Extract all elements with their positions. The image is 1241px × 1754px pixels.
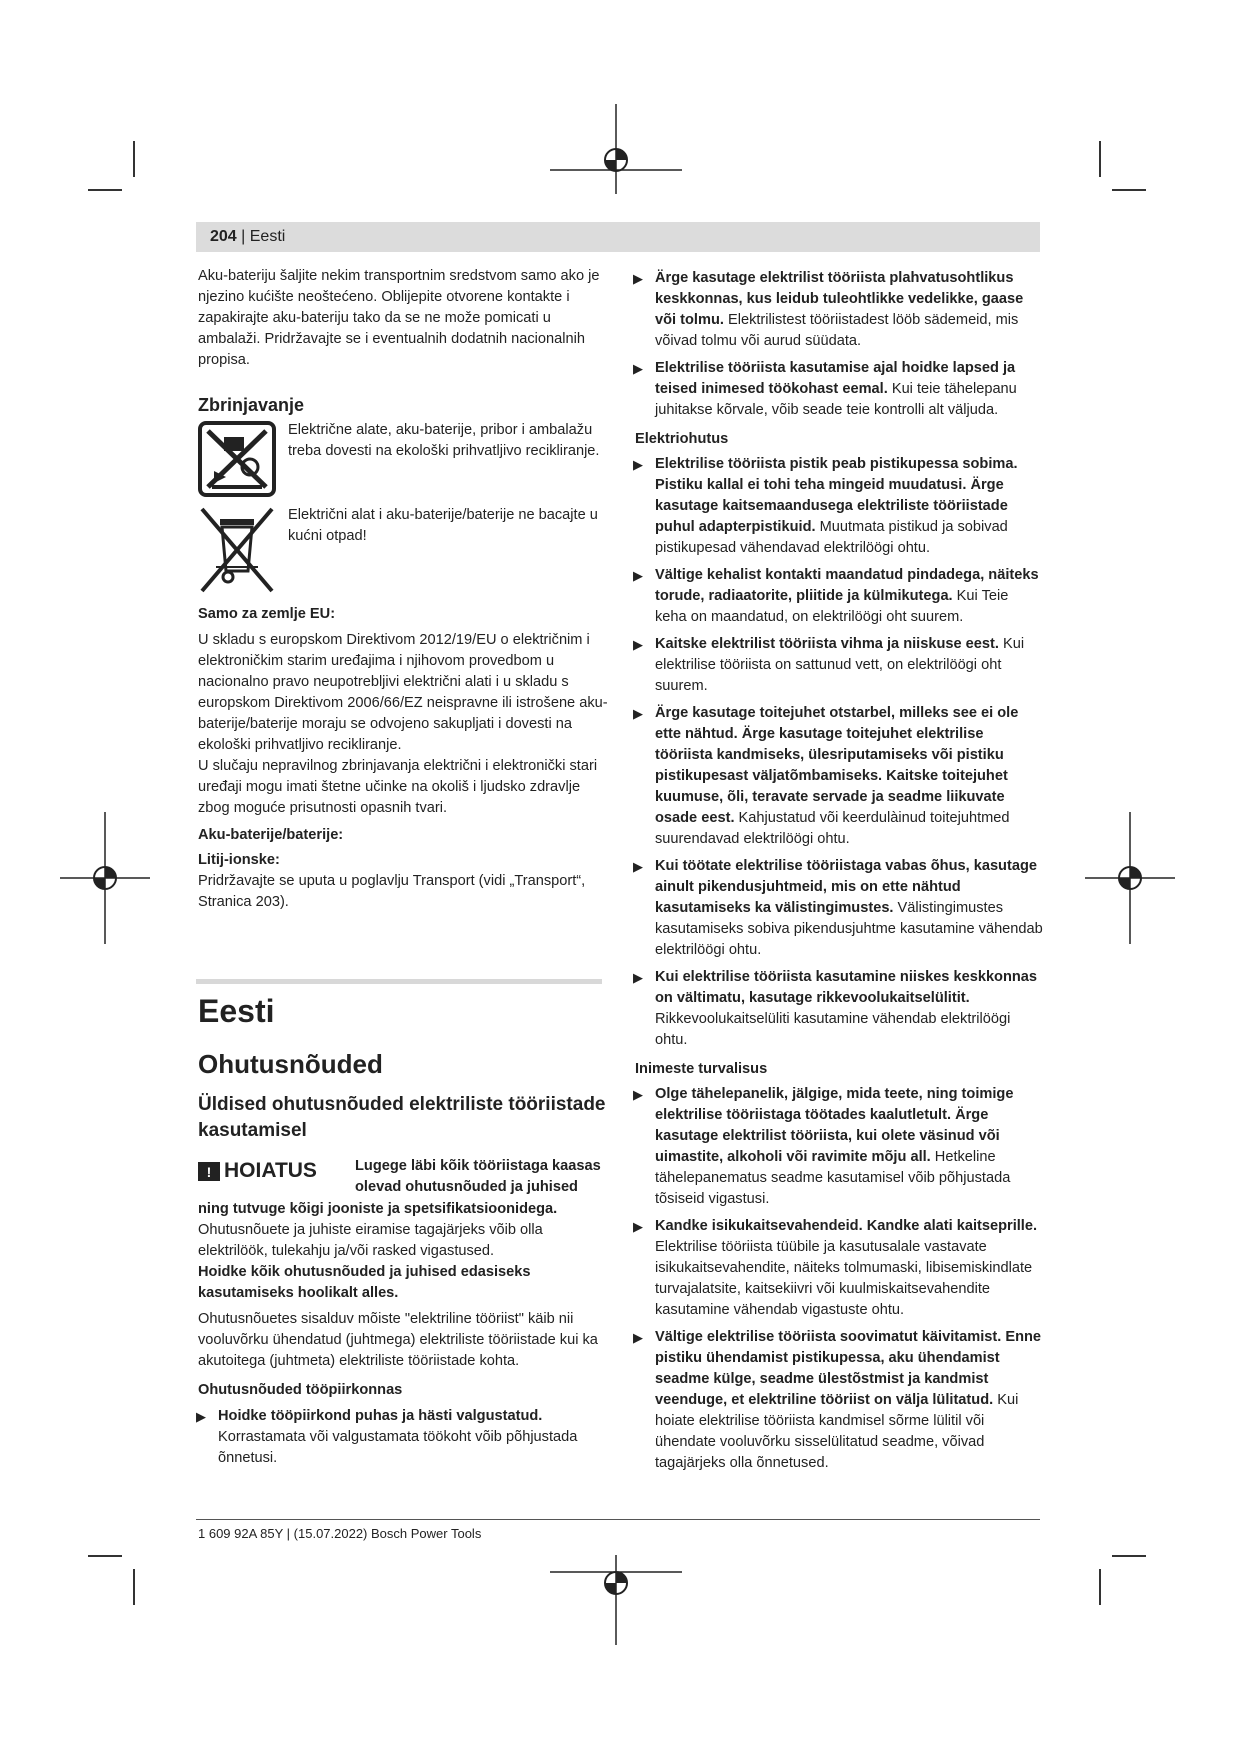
crop-mark xyxy=(133,1569,135,1605)
aku-heading: Aku-baterije/baterije: xyxy=(198,827,344,843)
warning-text-c: Ohutusnõuete ja juhiste eiramise tagajärjeks võib olla elektrilöök, tulekahju ja/või rasked vigastused. xyxy=(198,1222,543,1259)
eesti-section xyxy=(198,992,608,1144)
list-item: ▶ Kandke isikukaitsevahendeid. Kandke alati kaitseprille. Elektrilise tööriista tüübile ja kasutusalale vastavate isikukaitsevahendite, näiteks tolmumaski, libisemiskindlate turvajalatsite, kaitsekiivri või kuulmiskaitsevahendite kasutamine vähendab vigastuste ohtu. xyxy=(633,1218,1038,1318)
list-item: ▶ Kaitske elektrilist tööriista vihma ja niiskuse eest. Kui elektrilise tööriista on sattunud vett, on elektrilöögi oht suurem. xyxy=(633,636,1025,694)
yldised-title: Üldised ohutusnõuded elektriliste tööriistade kasutamisel xyxy=(198,1094,606,1141)
footer-rule xyxy=(196,1519,1040,1520)
crop-mark xyxy=(1099,141,1101,177)
warning-block xyxy=(198,1199,608,1469)
left-column xyxy=(198,266,608,417)
bullet-arrow-icon: ▶ xyxy=(633,706,643,721)
list-item: ▶ Ärge kasutage elektrilist tööriista plahvatusohtlikus keskkonnas, kus leidub tuleohtlikke vedelikke, gaase või tolmu. Elektrilistest tööriistadest lööb sädemeid, mis võivad tolmu või aurud süüdata. xyxy=(633,270,1024,349)
footer-text: 1 609 92A 85Y | (15.07.2022) Bosch Power Tools xyxy=(198,1526,482,1541)
bullet-arrow-icon: ▶ xyxy=(633,970,643,985)
header-section: Eesti xyxy=(249,228,286,245)
bullet-arrow-icon: ▶ xyxy=(633,361,643,376)
warning-text-a: Lugege läbi kõik tööriistaga kaasas olevad ohutusnõuded ja juhised xyxy=(355,1158,601,1195)
eu-heading: Samo za zemlje EU: xyxy=(198,606,336,622)
bullet-arrow-icon: ▶ xyxy=(633,457,643,472)
registration-mark-icon xyxy=(1085,812,1175,944)
registration-mark-icon xyxy=(60,812,150,944)
list-item: ▶ Olge tähelepanelik, jälgige, mida teete, ning toimige elektrilise tööriistaga töötades kaalutletult. Ärge kasutage elektrilist tööriista, kui olete väsinud või uimastite, alkoholi või ravimite mõju all. Hetkeline tähelepanematus seadme kasutamisel võib põhjustada tõsiseid vigastusi. xyxy=(633,1086,1014,1207)
eu-paragraph-1: U skladu s europskom Direktivom 2012/19/EU o električnim i elektroničkim starim uređajima i njihovom provedbom u nacionalno pravo neupotrebljivi električni alati i u skladu s europskom Direktivom 2006/66/EZ neispravne ili istrošene aku-baterije/baterije moraju se odvojeno sakupljati i dovesti na ekološki prihvatljivo recikliranje. xyxy=(198,632,608,753)
bullet-arrow-icon: ▶ xyxy=(633,568,643,583)
section-separator xyxy=(196,979,602,984)
inimeste-turvalisus-heading: Inimeste turvalisus xyxy=(635,1061,768,1077)
eesti-title: Eesti xyxy=(198,993,275,1029)
header-separator: | xyxy=(236,228,250,245)
list-item: ▶ Elektrilise tööriista kasutamise ajal hoidke lapsed ja teised inimesed töökohast eemal. Kui teie tähelepanu juhitakse kõrvale, võib seade teie kontrolli alt väljuda. xyxy=(633,360,1017,418)
bullet-arrow-icon: ▶ xyxy=(633,1219,643,1234)
left-column-lower xyxy=(198,604,608,913)
recycle-text: Električne alate, aku-baterije, pribor i ambalažu treba dovesti na ekološki prihvatljivo recikliranje. xyxy=(288,422,600,459)
toopiirkond-heading: Ohutusnõuded tööpiirkonnas xyxy=(198,1382,403,1398)
bullet-arrow-icon: ▶ xyxy=(633,637,643,652)
list-item: ▶ Vältige elektrilise tööriista soovimatut käivitamist. Enne pistiku ühendamist pistikupessa, aku ühendamist seadme külge, seadme ülestõstmist ja kandmist veenduge, et elektriline tööriist on välja lülitatud. Kui hoiate elektrilise tööriista kandmisel sõrme lülitil või ühendate vooluvõrku sisselülitatud seadme, võivad tagajärjeks olla õnnetused. xyxy=(633,1329,1042,1471)
warning-triangle-icon: ! xyxy=(198,1162,220,1181)
bullet-arrow-icon: ▶ xyxy=(633,271,643,286)
bin-text: Električni alat i aku-baterije/baterije ne bacajte u kućni otpad! xyxy=(288,507,598,544)
crop-mark xyxy=(1112,1555,1146,1557)
page-header xyxy=(196,222,1040,252)
transport-paragraph: Aku-bateriju šaljite nekim transportnim sredstvom samo ako je njezino kućište neoštećeno. Oblijepite otvorene kontakte i zapakirajte aku-bateriju tako da se ne može pomicati u ambalaži. Pridržavajte se i eventualnih dodatnih nacionalnih propisa. xyxy=(198,268,600,368)
warning-text-b: ning tutvuge kõigi jooniste ja spetsifikatsioonidega. xyxy=(198,1201,558,1217)
list-item: ▶ Vältige kehalist kontakti maandatud pindadega, näiteks torude, radiaatorite, pliitide ja külmikutega. Kui Teie keha on maandatud, on elektrilöögi oht suurem. xyxy=(633,567,1039,625)
registration-mark-icon xyxy=(550,1555,682,1645)
list-item: ▶ Hoidke tööpiirkond puhas ja hästi valgustatud. Korrastamata või valgustamata töökoht võib põhjustada õnnetusi. xyxy=(196,1408,578,1466)
warning-label xyxy=(198,1158,317,1184)
bullet-arrow-icon: ▶ xyxy=(633,1330,643,1345)
crop-mark xyxy=(1112,189,1146,191)
right-column xyxy=(635,268,1043,1474)
list-item: ▶ Elektrilise tööriista pistik peab pistikupessa sobima. Pistiku kallal ei tohi teha mingeid muudatusi. Ärge kasutage kaitsemaandusega elektriliste tööriistade puhul adapterpistikuid. Muutmata pistikud ja sobivad pistikupesad vähendavad elektrilöögi ohtu. xyxy=(633,456,1018,556)
elektriohutus-heading: Elektriohutus xyxy=(635,431,729,447)
litij-heading: Litij-ionske: xyxy=(198,852,280,868)
ohutus-definition: Ohutusnõuetes sisalduv mõiste "elektriline tööriist" käib nii vooluvõrku ühendatud (juhtmega) elektriliste tööriistade kui ka akutoitega (juhtmeta) elektriliste tööriistade kohta. xyxy=(198,1311,598,1369)
ohutusnouded-title: Ohutusnõuded xyxy=(198,1049,383,1079)
list-item: ▶ Kui elektrilise tööriista kasutamine niiskes keskkonnas on vältimatu, kasutage rikkevoolukaitselülitit. Rikkevoolukaitselüliti kasutamine vähendab elektrilöögi ohtu. xyxy=(633,969,1038,1048)
warning-label-text: HOIATUS xyxy=(224,1159,317,1182)
registration-mark-icon xyxy=(550,104,682,194)
eu-paragraph-2: U slučaju nepravilnog zbrinjavanja električni i elektronički stari uređaji mogu imati štetne učinke na okoliš i ljudsko zdravlje zbog moguće prisutnosti opasnih tvari. xyxy=(198,758,598,816)
zbrinjavanje-heading: Zbrinjavanje xyxy=(198,395,305,415)
crossed-bin-icon xyxy=(198,505,276,595)
litij-paragraph: Pridržavajte se uputa u poglavlju Transport (vidi „Transport“, Stranica 203). xyxy=(198,873,586,910)
crop-mark xyxy=(88,189,122,191)
list-item: ▶ Kui töötate elektrilise tööriistaga vabas õhus, kasutage ainult pikendusjuhtmeid, mis on ette nähtud kasutamiseks ka välistingimustes. Välistingimustes kasutamiseks sobiva pikendusjuhtme kasutamine vähendab elektrilöögi ohtu. xyxy=(633,858,1043,958)
crop-mark xyxy=(133,141,135,177)
list-item: ▶ Ärge kasutage toitejuhet otstarbel, milleks see ei ole ette nähtud. Ärge kasutage toitejuhet elektrilise tööriista kandmiseks, ülesriputamiseks või pistiku pistikupesast väljatõmbamiseks. Kaitske toitejuhet kuumuse, õli, teravate servade ja seadme liikuvate osade eest. Kahjustatud või keerdulàinud toitejuhtmed suurendavad elektrilöögi ohtu. xyxy=(633,705,1019,847)
bullet-arrow-icon: ▶ xyxy=(633,859,643,874)
recycle-symbol-icon xyxy=(198,421,276,497)
crop-mark xyxy=(88,1555,122,1557)
keep-instructions: Hoidke kõik ohutusnõuded ja juhised edasiseks kasutamiseks hoolikalt alles. xyxy=(198,1264,531,1301)
bullet-arrow-icon: ▶ xyxy=(196,1409,206,1424)
crop-mark xyxy=(1099,1569,1101,1605)
bullet-arrow-icon: ▶ xyxy=(633,1087,643,1102)
page-number: 204 xyxy=(210,228,237,245)
